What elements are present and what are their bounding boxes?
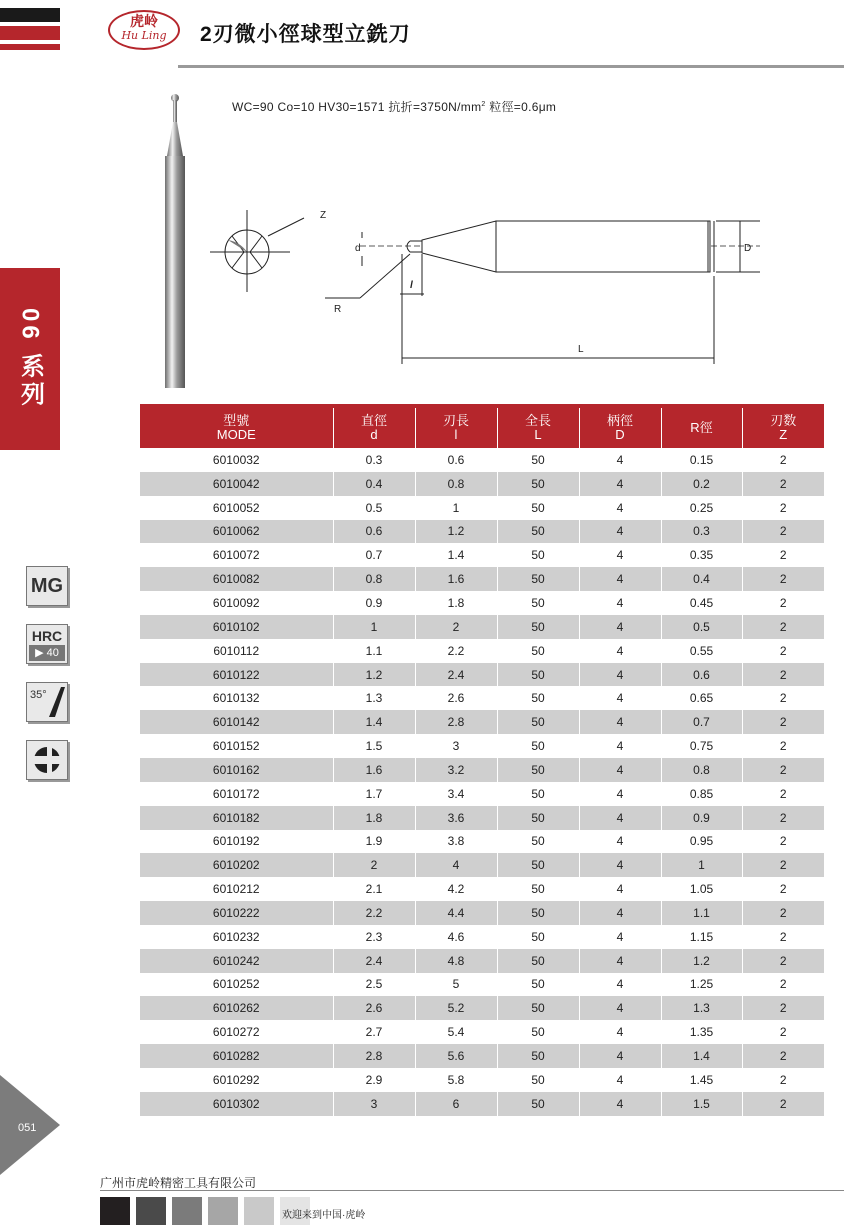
table-row [140, 925, 824, 949]
header-cn: 型號 [223, 413, 250, 428]
table-cell: 0.6 [661, 663, 742, 687]
table-cell: 2.4 [415, 663, 497, 687]
table-cell: 1.6 [415, 567, 497, 591]
table-cell: 0.15 [661, 448, 742, 472]
table-cell: 4 [579, 710, 661, 734]
table-cell: 4.8 [415, 949, 497, 973]
table-cell: 4 [579, 1020, 661, 1044]
table-cell: 1.45 [661, 1068, 742, 1092]
col-header [333, 406, 415, 448]
table-cell: 4 [579, 758, 661, 782]
table-cell: 0.6 [333, 520, 415, 544]
color-swatch [244, 1197, 274, 1225]
table-cell: 2 [742, 1092, 824, 1116]
color-swatch [100, 1197, 130, 1225]
table-row [140, 1068, 824, 1092]
table-cell: 4.4 [415, 901, 497, 925]
table-cell: 4.6 [415, 925, 497, 949]
table-cell: 6010212 [212, 882, 260, 897]
header-code: L [534, 427, 542, 442]
table-cell: 4 [579, 949, 661, 973]
table-cell: 2 [742, 996, 824, 1020]
table-row [140, 591, 824, 615]
table-cell: 3.4 [415, 782, 497, 806]
table-cell: 3.6 [415, 806, 497, 830]
spec-text: WC=90 Co=10 HV30=1571 抗折=3750N/mm [232, 100, 482, 114]
table-cell: 4 [579, 615, 661, 639]
table-cell: 0.75 [661, 734, 742, 758]
table-cell: 2.7 [333, 1020, 415, 1044]
table-cell: 2 [742, 877, 824, 901]
table-cell: 50 [497, 1020, 579, 1044]
table-cell: 6010222 [140, 901, 333, 925]
table-cell: 2 [742, 901, 824, 925]
table-cell: 5.8 [415, 1068, 497, 1092]
table-cell: 1.05 [661, 877, 742, 901]
header-cn: 直徑 [360, 413, 387, 428]
header-code: l [454, 427, 458, 442]
mg-badge-label: MG [30, 575, 64, 597]
table-cell: 50 [497, 663, 579, 687]
table-cell: 50 [497, 830, 579, 854]
table-cell: 2.1 [333, 877, 415, 901]
table-row [140, 973, 824, 997]
dimension-drawing [200, 196, 780, 370]
header-divider [178, 65, 844, 68]
table-cell: 4.2 [415, 877, 497, 901]
table-cell: 50 [497, 567, 579, 591]
table-cell: 3.8 [415, 830, 497, 854]
table-cell: 2 [742, 925, 824, 949]
table-cell: 50 [497, 806, 579, 830]
table-cell: 6010282 [140, 1044, 333, 1068]
table-cell: 0.65 [661, 686, 742, 710]
table-cell: 50 [497, 901, 579, 925]
helix-angle-badge [26, 682, 68, 722]
table-cell: 0.35 [661, 543, 742, 567]
table-cell: 50 [497, 1068, 579, 1092]
table-cell: 0.3 [333, 448, 415, 472]
company-logo [108, 10, 180, 50]
table-cell: 1.7 [333, 782, 415, 806]
table-row [140, 615, 824, 639]
table-cell: 50 [497, 686, 579, 710]
play-icon: ▶ [35, 647, 44, 659]
logo-cn: 虎岭 [130, 14, 158, 30]
table-cell: 6010182 [140, 806, 333, 830]
table-cell: 6010242 [140, 949, 333, 973]
table-row [140, 639, 824, 663]
table-cell: 0.45 [661, 591, 742, 615]
table-cell: 0.7 [661, 710, 742, 734]
table-cell: 2.6 [415, 686, 497, 710]
table-cell: 6010082 [140, 567, 333, 591]
table-row [140, 1020, 824, 1044]
table-header-row [140, 406, 824, 448]
table-cell: 4 [579, 663, 661, 687]
table-cell: 0.4 [333, 472, 415, 496]
table-cell: 5.2 [415, 996, 497, 1020]
table-row [140, 520, 824, 544]
table-cell: 2 [742, 1044, 824, 1068]
table-cell: 2 [742, 734, 824, 758]
table-cell: 50 [497, 1044, 579, 1068]
table-cell: 50 [497, 710, 579, 734]
header-stripes [0, 8, 60, 54]
page-number: 051 [18, 1122, 37, 1134]
table-cell: 1.1 [661, 901, 742, 925]
col-header [742, 406, 824, 448]
table-row [140, 901, 824, 925]
table-cell: 2 [742, 973, 824, 997]
table-cell: 4 [579, 830, 661, 854]
table-cell: 1.15 [661, 925, 742, 949]
table-row [140, 830, 824, 854]
table-cell: 3 [415, 734, 497, 758]
table-cell: 2 [742, 639, 824, 663]
table-row [140, 806, 824, 830]
table-cell: 50 [497, 758, 579, 782]
table-cell: 50 [497, 520, 579, 544]
table-cell: 0.8 [661, 758, 742, 782]
table-cell: 4 [579, 591, 661, 615]
table-cell: 2 [742, 496, 824, 520]
table-cell: 3 [333, 1092, 415, 1116]
table-row [140, 853, 824, 877]
table-row [140, 734, 824, 758]
table-cell: 50 [497, 734, 579, 758]
table-cell: 4 [579, 925, 661, 949]
table-cell: 6010062 [140, 520, 333, 544]
table-cell: 2 [742, 806, 824, 830]
table-cell: 4 [579, 1044, 661, 1068]
table-row [140, 567, 824, 591]
table-cell: 1.5 [333, 734, 415, 758]
table-row [140, 663, 824, 687]
table-cell: 6010272 [212, 1025, 260, 1040]
table-cell: 50 [497, 543, 579, 567]
table-cell: 4 [579, 686, 661, 710]
ball-end-icon [27, 741, 67, 779]
table-cell: 1.5 [661, 1092, 742, 1116]
table-cell: 2 [742, 1068, 824, 1092]
table-cell: 6010132 [212, 691, 260, 706]
table-row [140, 686, 824, 710]
table-cell: 6010142 [140, 710, 333, 734]
table-cell: 2 [742, 1020, 824, 1044]
table-cell: 6010092 [212, 595, 260, 610]
header-cn: 刃数 [770, 413, 797, 428]
table-row [140, 877, 824, 901]
table-cell: 6010292 [212, 1072, 260, 1087]
table-cell: 6010052 [212, 500, 260, 515]
table-cell: 1 [333, 615, 415, 639]
label-L: L [578, 344, 584, 355]
table-cell: 0.85 [661, 782, 742, 806]
table-cell: 4 [579, 520, 661, 544]
table-cell: 50 [497, 472, 579, 496]
hrc-value: 40 [46, 647, 59, 659]
table-cell: 2 [742, 830, 824, 854]
table-cell: 2 [742, 615, 824, 639]
table-cell: 50 [497, 639, 579, 663]
table-cell: 2 [742, 710, 824, 734]
table-row [140, 758, 824, 782]
table-cell: 2 [742, 758, 824, 782]
label-z: Z [320, 210, 327, 221]
header-cn: 柄徑 [606, 413, 633, 428]
table-cell: 0.9 [661, 806, 742, 830]
table-cell: 50 [497, 448, 579, 472]
table-cell: 1.2 [333, 663, 415, 687]
table-cell: 4 [579, 877, 661, 901]
header-code: D [615, 427, 625, 442]
table-cell: 6010252 [212, 977, 260, 992]
footer-divider [100, 1190, 844, 1191]
table-cell: 1.2 [661, 949, 742, 973]
table-cell: 2.3 [333, 925, 415, 949]
spec-table [140, 404, 824, 1116]
table-cell: 2 [415, 615, 497, 639]
color-swatches [100, 1197, 310, 1225]
label-D-shank: D [744, 243, 752, 254]
table-cell: 0.9 [333, 591, 415, 615]
table-cell: 2 [333, 853, 415, 877]
table-cell: 6010112 [213, 643, 260, 658]
table-cell: 2 [742, 448, 824, 472]
table-cell: 5.4 [415, 1020, 497, 1044]
table-cell: 4 [579, 853, 661, 877]
table-cell: 4 [579, 543, 661, 567]
ball-end-badge [26, 740, 68, 780]
table-cell: 4 [579, 806, 661, 830]
table-cell: 4 [579, 1068, 661, 1092]
header-cn: 刃長 [442, 413, 469, 428]
header-cn: 全長 [524, 413, 551, 428]
hrc-badge [26, 624, 68, 664]
table-cell: 1.4 [661, 1044, 742, 1068]
table-cell: 0.2 [661, 472, 742, 496]
side-view [325, 221, 760, 364]
table-cell: 2 [742, 949, 824, 973]
table-cell: 4 [579, 448, 661, 472]
table-cell: 50 [497, 615, 579, 639]
table-cell: 2 [742, 472, 824, 496]
table-cell: 2 [742, 567, 824, 591]
table-row [140, 472, 824, 496]
table-cell: 1.1 [333, 639, 415, 663]
header-code: Z [779, 427, 788, 442]
table-cell: 6010152 [212, 739, 260, 754]
label-r: R [334, 304, 342, 315]
table-cell: 6010102 [140, 615, 333, 639]
table-cell: 2.8 [333, 1044, 415, 1068]
helix-angle-label: 35° [30, 689, 47, 701]
table-cell: 4 [579, 639, 661, 663]
table-cell: 2 [742, 686, 824, 710]
table-cell: 0.6 [415, 448, 497, 472]
table-cell: 1.35 [661, 1020, 742, 1044]
table-cell: 4 [415, 853, 497, 877]
table-cell: 1.6 [333, 758, 415, 782]
table-cell: 1.25 [661, 973, 742, 997]
table-cell: 50 [497, 973, 579, 997]
table-cell: 5 [415, 973, 497, 997]
table-cell: 4 [579, 734, 661, 758]
header-code: d [370, 427, 378, 442]
table-cell: 2.2 [415, 639, 497, 663]
table-cell: 6010172 [212, 786, 260, 801]
company-name: 广州市虎岭精密工具有限公司 [100, 1176, 257, 1190]
table-cell: 2.4 [333, 949, 415, 973]
table-cell: 50 [497, 782, 579, 806]
table-body [140, 448, 824, 1116]
mg-badge [26, 566, 68, 606]
table-cell: 0.5 [333, 496, 415, 520]
label-l: l [410, 280, 413, 291]
table-cell: 4 [579, 1092, 661, 1116]
table-cell: 2 [742, 853, 824, 877]
hrc-badge-label: HRC [31, 628, 63, 644]
col-header [140, 406, 333, 448]
table-cell: 0.7 [333, 543, 415, 567]
table-cell: 4 [579, 496, 661, 520]
table-cell: 50 [497, 1092, 579, 1116]
color-swatch [172, 1197, 202, 1225]
table-cell: 50 [497, 877, 579, 901]
table-cell: 2 [742, 543, 824, 567]
table-cell: 6010162 [140, 758, 333, 782]
table-cell: 0.55 [661, 639, 742, 663]
table-cell: 6010262 [140, 996, 333, 1020]
logo-en: Hu Ling [121, 29, 167, 42]
series-tab [0, 268, 60, 450]
table-cell: 1.3 [333, 686, 415, 710]
table-cell: 0.3 [661, 520, 742, 544]
table-cell: 1.4 [415, 543, 497, 567]
col-header [661, 406, 742, 448]
table-cell: 1.3 [661, 996, 742, 1020]
table-cell: 6010232 [212, 929, 260, 944]
table-row [140, 782, 824, 806]
col-header [579, 406, 661, 448]
table-cell: 1.8 [333, 806, 415, 830]
table-cell: 5.6 [415, 1044, 497, 1068]
table-cell: 0.25 [661, 496, 742, 520]
spec-text-end: 粒徑=0.6μm [485, 100, 557, 114]
table-cell: 0.4 [661, 567, 742, 591]
header-code: MODE [216, 427, 256, 442]
table-cell: 6 [415, 1092, 497, 1116]
table-cell: 6010042 [140, 472, 333, 496]
series-label: 06 系列 [16, 308, 44, 410]
table-cell: 2 [742, 663, 824, 687]
table-cell: 0.8 [415, 472, 497, 496]
table-cell: 0.5 [661, 615, 742, 639]
table-cell: 2 [742, 520, 824, 544]
table-cell: 50 [497, 591, 579, 615]
table-cell: 6010302 [140, 1092, 333, 1116]
table-cell: 2.8 [415, 710, 497, 734]
table-cell: 1 [415, 496, 497, 520]
header-cn: R徑 [690, 420, 713, 435]
table-cell: 4 [579, 472, 661, 496]
table-cell: 50 [497, 949, 579, 973]
label-d: d [355, 243, 361, 254]
table-cell: 2 [742, 591, 824, 615]
table-cell: 50 [497, 925, 579, 949]
color-swatch [208, 1197, 238, 1225]
table-cell: 3.2 [415, 758, 497, 782]
table-cell: 6010032 [212, 452, 260, 467]
table-cell: 2.9 [333, 1068, 415, 1092]
table-cell: 4 [579, 996, 661, 1020]
table-row [140, 949, 824, 973]
tool-photo [150, 86, 200, 392]
table-row [140, 448, 824, 472]
table-row [140, 543, 824, 567]
table-cell: 0.8 [333, 567, 415, 591]
table-cell: 1.4 [333, 710, 415, 734]
color-swatch [136, 1197, 166, 1225]
col-header [497, 406, 579, 448]
table-row [140, 1044, 824, 1068]
table-cell: 6010072 [212, 548, 260, 563]
table-cell: 0.95 [661, 830, 742, 854]
table-cell: 1.8 [415, 591, 497, 615]
table-cell: 2.5 [333, 973, 415, 997]
table-cell: 1.2 [415, 520, 497, 544]
col-header [415, 406, 497, 448]
material-spec [232, 98, 556, 115]
table-row [140, 496, 824, 520]
page-title: 2刃微小徑球型立銑刀 [200, 23, 411, 46]
table-cell: 4 [579, 782, 661, 806]
table-cell: 2 [742, 782, 824, 806]
table-row [140, 996, 824, 1020]
table-cell: 6010202 [140, 853, 333, 877]
helix-icon [27, 683, 67, 721]
end-view [210, 210, 304, 292]
table-cell: 6010192 [212, 834, 260, 849]
spec-sup: 2 [481, 101, 486, 108]
table-cell: 6010122 [140, 663, 333, 687]
table-cell: 50 [497, 853, 579, 877]
table-cell: 1.9 [333, 830, 415, 854]
table-cell: 1 [661, 853, 742, 877]
table-cell: 2.2 [333, 901, 415, 925]
table-cell: 50 [497, 496, 579, 520]
table-cell: 2.6 [333, 996, 415, 1020]
table-cell: 4 [579, 567, 661, 591]
table-cell: 4 [579, 901, 661, 925]
table-row [140, 1092, 824, 1116]
table-row [140, 710, 824, 734]
table-cell: 50 [497, 996, 579, 1020]
table-cell: 4 [579, 973, 661, 997]
welcome-text: 欢迎来到中国·虎岭 [282, 1210, 366, 1221]
